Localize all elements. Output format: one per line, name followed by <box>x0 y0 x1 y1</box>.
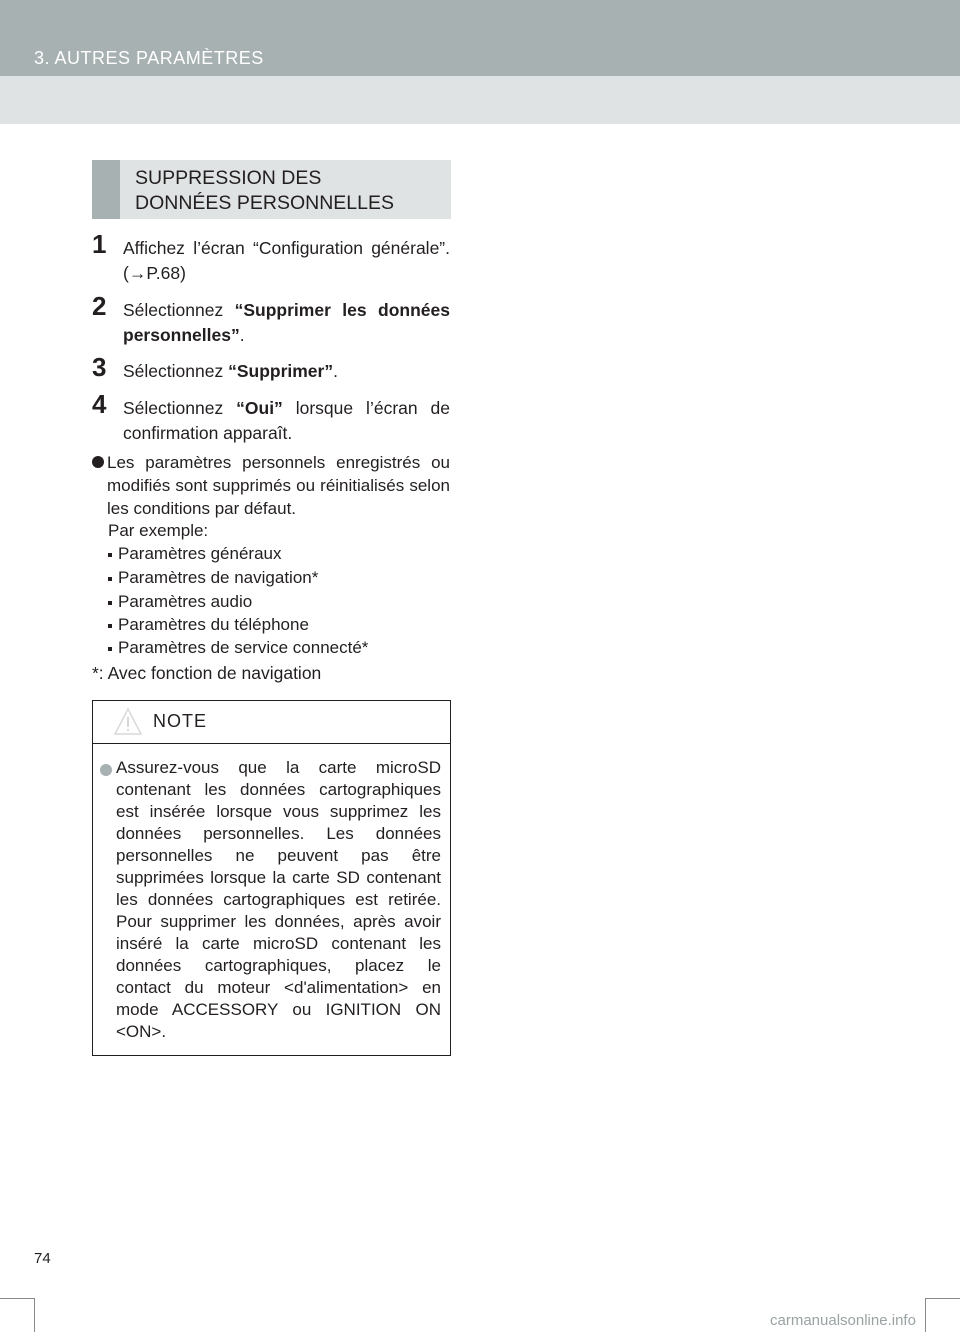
step-text: Affichez l’écran “Configuration générale”. (→P.68) <box>123 238 450 283</box>
list-item: Paramètres généraux <box>108 542 281 565</box>
step-number: 3 <box>92 352 107 382</box>
step-1 <box>92 229 450 286</box>
crop-mark <box>34 1298 35 1332</box>
step-number: 2 <box>92 291 107 321</box>
info-bullet <box>92 451 450 521</box>
bullet-dot-icon <box>92 456 104 468</box>
header-band-light <box>0 76 960 124</box>
note-text: Assurez-vous que la carte microSD contenant les données cartographiques est insérée lorsque vous supprimez les données personnelles. Les données personnelles ne peuvent pas être supprimées lorsque la carte SD contenant les données cartographiques est retirée. Pour supprimer les données, après avoir inséré la carte microSD contenant les données cartographiques, placez le contact du moteur <d'alimentation> en mode ACCESSORY ou IGNITION ON <ON>. <box>116 758 441 1041</box>
list-item: Paramètres de service connecté* <box>108 636 368 659</box>
step-text: Sélectionnez “Oui” lorsque l’écran de confirmation apparaît. <box>123 398 450 443</box>
example-label: Par exemple: <box>108 521 209 540</box>
step-3 <box>92 352 450 384</box>
section-banner <box>92 160 451 219</box>
square-bullet-icon <box>108 647 112 651</box>
list-item: Paramètres de navigation* <box>108 566 318 589</box>
section-title-line2: DONNÉES PERSONNELLES <box>135 192 394 214</box>
info-bullet-text: Les paramètres personnels enregistrés ou modifiés sont supprimés ou réinitialisés selon les conditions par défaut. <box>107 453 450 518</box>
note-header <box>93 701 450 744</box>
warning-triangle-icon <box>113 707 143 742</box>
footnote: *: Avec fonction de navigation <box>92 663 322 683</box>
note-box <box>92 700 451 1056</box>
section-title-line1: SUPPRESSION DES <box>135 167 322 189</box>
section-banner-bar <box>92 160 120 219</box>
step-text: Sélectionnez “Supprimer”. <box>123 361 338 381</box>
crop-mark <box>925 1298 926 1332</box>
step-number: 4 <box>92 389 107 419</box>
square-bullet-icon <box>108 601 112 605</box>
square-bullet-icon <box>108 553 112 557</box>
square-bullet-icon <box>108 577 112 581</box>
step-2 <box>92 291 450 348</box>
square-bullet-icon <box>108 624 112 628</box>
list-item: Paramètres du téléphone <box>108 613 309 636</box>
step-4 <box>92 389 450 446</box>
step-number: 1 <box>92 229 107 259</box>
page-number: 74 <box>34 1250 51 1267</box>
crop-mark <box>0 1298 34 1299</box>
section-title <box>135 166 394 216</box>
list-item: Paramètres audio <box>108 590 252 613</box>
watermark: carmanualsonline.info <box>770 1312 916 1329</box>
crop-mark <box>926 1298 960 1299</box>
step-text: Sélectionnez “Supprimer les données personnelles”. <box>123 300 450 345</box>
chapter-title: 3. AUTRES PARAMÈTRES <box>34 48 264 68</box>
note-bullet-icon <box>100 764 112 776</box>
note-title: NOTE <box>153 711 208 731</box>
